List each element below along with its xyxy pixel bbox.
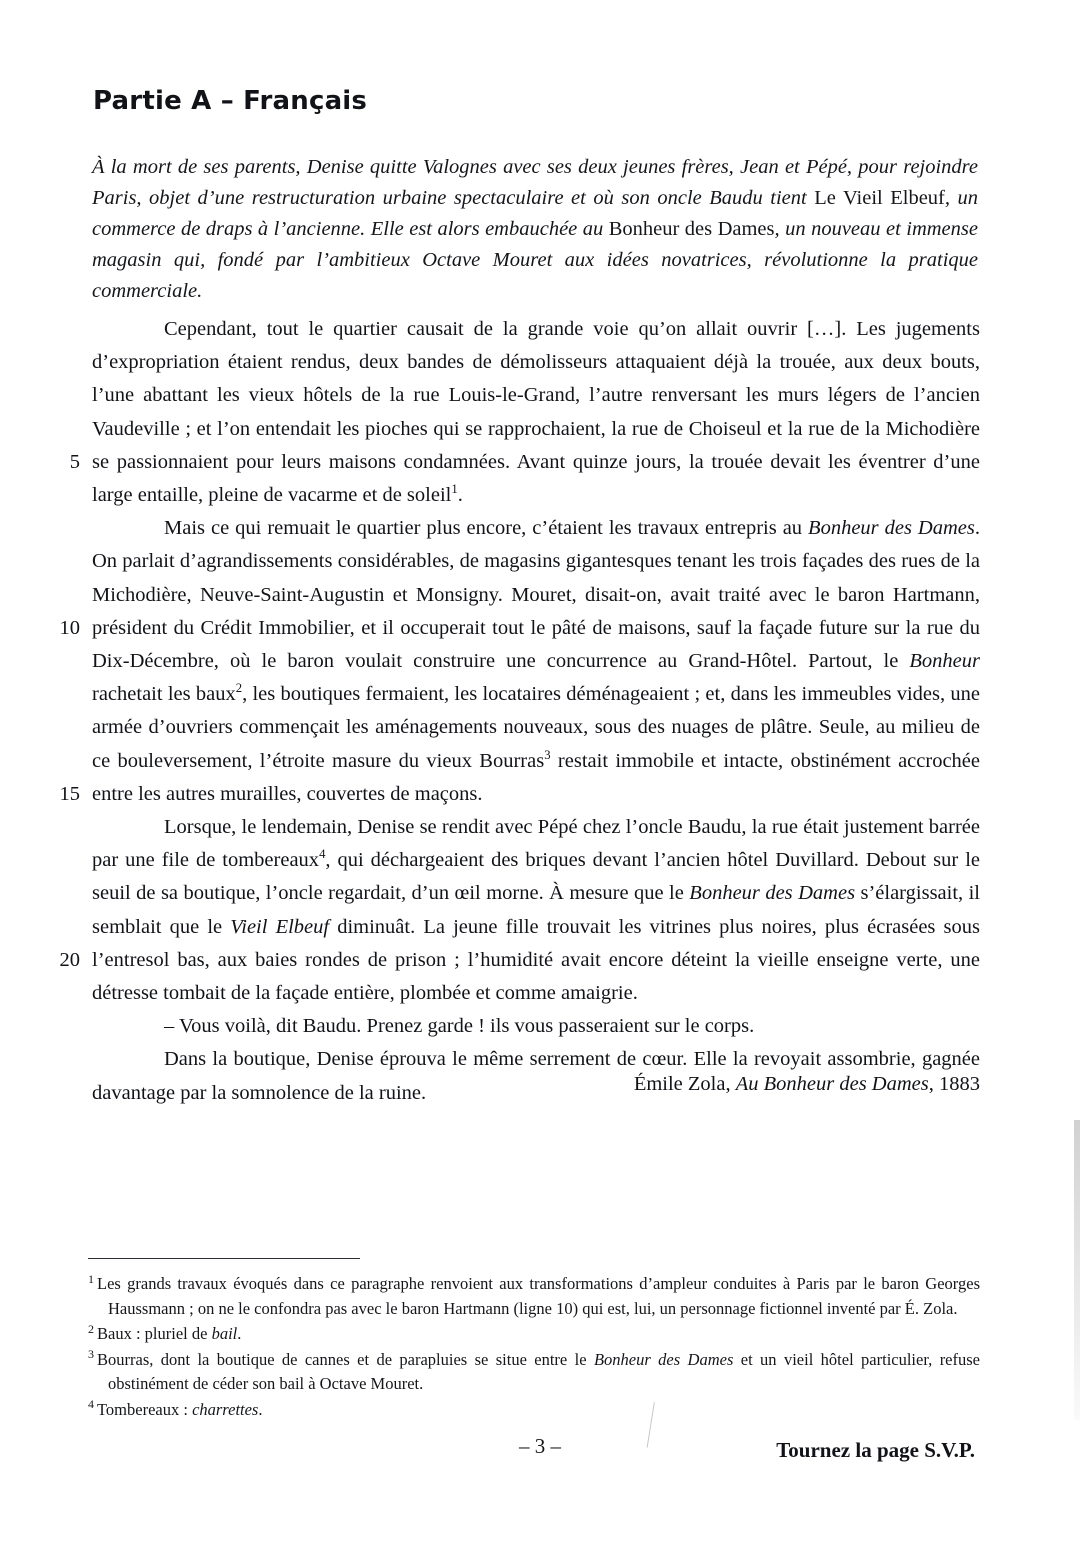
- footnote-marker-4: 4: [88, 1397, 94, 1411]
- footnote-1: [88, 1272, 980, 1321]
- scan-edge-artifact: [1074, 1120, 1080, 1420]
- attribution-author: Émile Zola,: [633, 1073, 736, 1095]
- scan-pen-mark: [647, 1402, 695, 1454]
- paragraph-4-dialogue: – Vous voilà, dit Baudu. Prenez garde ! ils vous passeraient sur le corps.: [164, 1015, 755, 1038]
- footnote-marker-3: 3: [88, 1347, 94, 1361]
- intro-summary: À la mort de ses parents, Denise quitte Valognes avec ses deux jeunes frères, Jean et Pépé, pour rejoindre Paris, objet d’une restructuration urbaine spectaculaire et où son oncle Baudu tient Le Vieil Elbeuf, un commerce de draps à l’ancienne. Elle est alors embauchée au Bonheur des Dames, un nouveau et immense magasin qui, fondé par l’ambitieux Octave Mouret aux idées novatrices, révolutionne la pratique commerciale.: [92, 156, 979, 302]
- line-number-15: 15: [59, 782, 80, 805]
- footnote-2: $^2$ Baux : pluriel de bail.: [88, 1321, 242, 1343]
- excerpt-body: [92, 313, 980, 1110]
- line-number-20: 20: [59, 948, 80, 971]
- line-number-10: 10: [59, 616, 80, 639]
- paragraph-1: Cependant, tout le quartier causait de la grande voie qu’on allait ouvrir […]. Les jugements d’expropriation étaient rendus, deux bandes de démolisseurs attaquaient déjà la trouée, aux deux bouts, l’une abattant les vieux hôtels de la rue Louis-le-Grand, l’autre renversant les murs légers de l’ancien Vaudeville ; et l’on entendait les pioches qui se rapprochaient, la rue de Choiseul et la rue de la Michodière se passionnaient pour leurs maisons condamnées. Avant quinze jours, la trouée devait les éventrer d’une large entaille, pleine de vacarme et de soleil$^1$.: [92, 318, 980, 507]
- turn-page-notice: Tournez la page S.V.P.: [776, 1438, 975, 1462]
- footnote-4: $^4$ Tombereaux : charrettes.: [88, 1397, 263, 1419]
- attribution-year: , 1883: [928, 1073, 980, 1095]
- paragraph-3: Lorsque, le lendemain, Denise se rendit avec Pépé chez l’oncle Baudu, la rue était justement barrée par une file de tombereaux$^4$, qui déchargeaient des briques devant l’ancien hôtel Duvillard. Debout sur le seuil de sa boutique, l’oncle regardait, d’un œil morne. À mesure que le Bonheur des Dames s’élargissait, il semblait que le Vieil Elbeuf diminuât. La jeune fille trouvait les vitrines plus noires, plus écrasées sous l’entresol bas, aux baies rondes de prison ; l’humidité avait encore déteint la vieille enseigne verte, une détresse tombait de la façade entière, plombée et comme amaigrie.: [92, 816, 980, 1005]
- footnote-marker-2: 2: [88, 1321, 94, 1336]
- footnote-3: $^3$ Bourras, dont la boutique de cannes et de parapluies se situe entre le Bonheur des Dames et un vieil hôtel particulier, refuse obstinément de céder son bail à Octave Mouret.: [88, 1347, 980, 1393]
- paragraph-5: Dans la boutique, Denise éprouva le même serrement de cœur. Elle la revoyait assombrie, gagnée davantage par la somnolence de la ruine.: [92, 1048, 980, 1104]
- footnotes-block: [88, 1272, 980, 1423]
- paragraph-2: Mais ce qui remuait le quartier plus encore, c’étaient les travaux entrepris au Bonheur des Dames. On parlait d’agrandissements considérables, de magasins gigantesques tenant les trois façades des rues de la Michodière, Neuve-Saint-Augustin et Monsigny. Mouret, disait-on, avait traité avec le baron Hartmann, président du Crédit Immobilier, et il occuperait tout le pâté de maisons, sauf la façade future sur la rue du Dix-Décembre, où le baron voulait construire une concurrence au Grand-Hôtel. Partout, le Bonheur rachetait les baux$^2$, les boutiques fermaient, les locataires déménageaient ; et, dans les immeubles vides, une armée d’ouvriers commençait les aménagements nouveaux, sous des nuages de plâtre. Seule, au milieu de ce bouleversement, l’étroite masure du vieux Bourras$^3$ restait immobile et intacte, obstinément accrochée entre les autres murailles, couvertes de maçons.: [92, 517, 980, 805]
- footnote-marker-1: 1: [88, 1271, 94, 1286]
- source-attribution: [634, 1073, 980, 1096]
- page-title: Partie A – Français: [93, 86, 368, 116]
- line-number-gutter: [38, 313, 80, 977]
- footnote-text-1: Les grands travaux évoqués dans ce paragraphe renvoient aux transformations d’ampleur conduites à Paris par le baron Georges Haussmann ; on ne le confondra pas avec le baron Hartmann (ligne 10) qui est, lui, un personnage fictionnel inventé par É. Zola.: [97, 1274, 980, 1318]
- footnote-separator: [88, 1258, 360, 1259]
- page-number: – 3 –: [519, 1434, 561, 1458]
- attribution-work: Au Bonheur des Dames: [735, 1073, 929, 1095]
- line-number-5: 5: [69, 450, 80, 473]
